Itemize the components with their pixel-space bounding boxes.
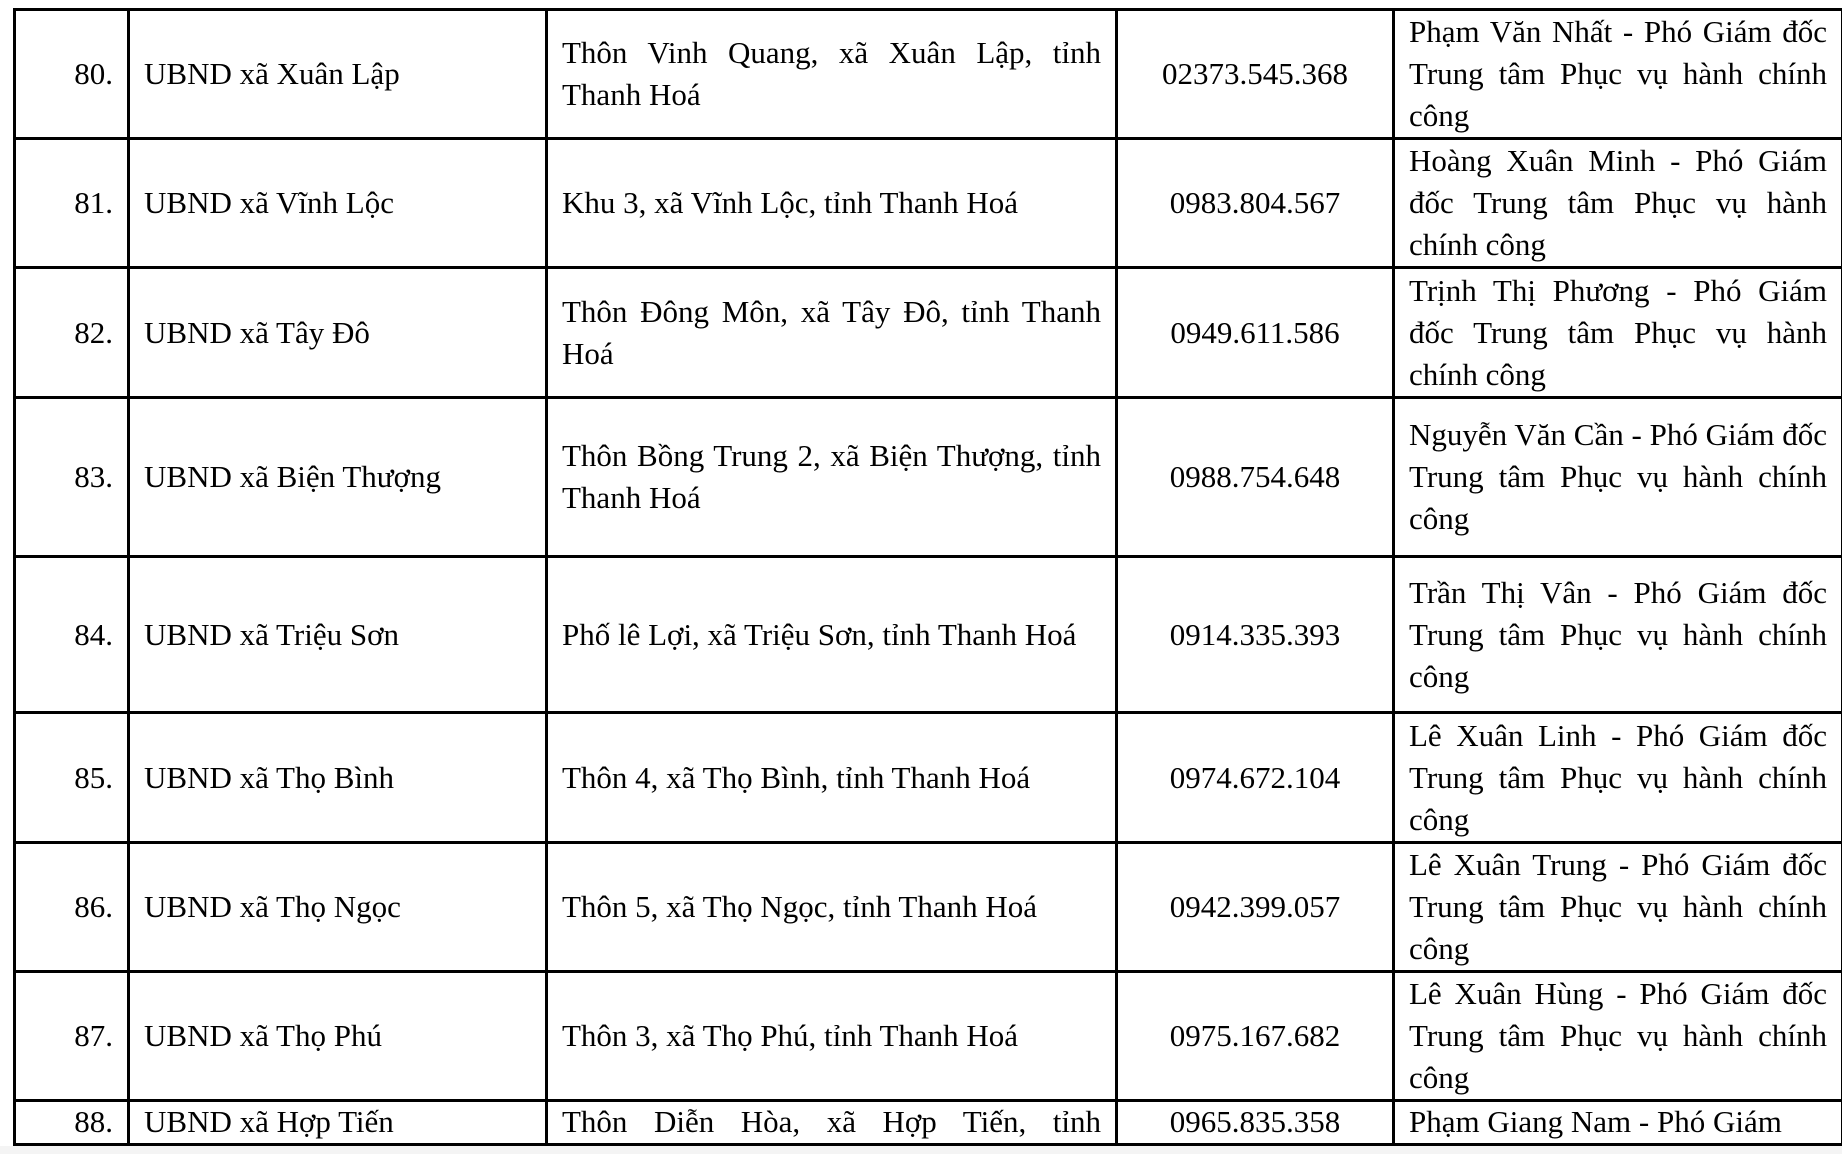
table-row <box>15 398 1842 557</box>
organization-name: UBND xã Thọ Bình <box>129 713 547 843</box>
contact-person: Lê Xuân Linh - Phó Giám đốc Trung tâm Phục vụ hành chính công <box>1394 713 1842 843</box>
row-number: 84. <box>15 557 129 713</box>
contact-person: Hoàng Xuân Minh - Phó Giám đốc Trung tâm Phục vụ hành chính công <box>1394 139 1842 268</box>
address: Thôn Diễn Hòa, xã Hợp Tiến, tỉnh <box>547 1101 1117 1145</box>
table-row <box>15 139 1842 268</box>
phone-number: 0949.611.586 <box>1117 268 1394 398</box>
contact-person: Lê Xuân Trung - Phó Giám đốc Trung tâm Phục vụ hành chính công <box>1394 843 1842 972</box>
contact-person: Phạm Văn Nhất - Phó Giám đốc Trung tâm Phục vụ hành chính công <box>1394 10 1842 139</box>
table-row <box>15 1101 1842 1145</box>
table-row <box>15 972 1842 1101</box>
table-row <box>15 268 1842 398</box>
address: Phố lê Lợi, xã Triệu Sơn, tỉnh Thanh Hoá <box>547 557 1117 713</box>
organization-name: UBND xã Biện Thượng <box>129 398 547 557</box>
organization-name: UBND xã Tây Đô <box>129 268 547 398</box>
row-number: 82. <box>15 268 129 398</box>
row-number: 85. <box>15 713 129 843</box>
organization-name: UBND xã Triệu Sơn <box>129 557 547 713</box>
address: Khu 3, xã Vĩnh Lộc, tỉnh Thanh Hoá <box>547 139 1117 268</box>
organization-name: UBND xã Hợp Tiến <box>129 1101 547 1145</box>
address: Thôn 4, xã Thọ Bình, tỉnh Thanh Hoá <box>547 713 1117 843</box>
row-number: 88. <box>15 1101 129 1145</box>
table-row <box>15 10 1842 139</box>
address: Thôn 5, xã Thọ Ngọc, tỉnh Thanh Hoá <box>547 843 1117 972</box>
address: Thôn 3, xã Thọ Phú, tỉnh Thanh Hoá <box>547 972 1117 1101</box>
table-row <box>15 713 1842 843</box>
phone-number: 0974.672.104 <box>1117 713 1394 843</box>
organization-name: UBND xã Thọ Phú <box>129 972 547 1101</box>
contact-person: Phạm Giang Nam - Phó Giám <box>1394 1101 1842 1145</box>
address: Thôn Bồng Trung 2, xã Biện Thượng, tỉnh Thanh Hoá <box>547 398 1117 557</box>
row-number: 81. <box>15 139 129 268</box>
table-row <box>15 557 1842 713</box>
address: Thôn Vinh Quang, xã Xuân Lập, tỉnh Thanh Hoá <box>547 10 1117 139</box>
phone-number: 0942.399.057 <box>1117 843 1394 972</box>
table-row <box>15 843 1842 972</box>
contact-person: Lê Xuân Hùng - Phó Giám đốc Trung tâm Phục vụ hành chính công <box>1394 972 1842 1101</box>
row-number: 87. <box>15 972 129 1101</box>
row-number: 83. <box>15 398 129 557</box>
phone-number: 0975.167.682 <box>1117 972 1394 1101</box>
organization-name: UBND xã Vĩnh Lộc <box>129 139 547 268</box>
row-number: 80. <box>15 10 129 139</box>
contact-person: Trịnh Thị Phương - Phó Giám đốc Trung tâm Phục vụ hành chính công <box>1394 268 1842 398</box>
phone-number: 0914.335.393 <box>1117 557 1394 713</box>
contact-directory-table <box>13 8 1842 1146</box>
organization-name: UBND xã Thọ Ngọc <box>129 843 547 972</box>
contact-person: Trần Thị Vân - Phó Giám đốc Trung tâm Phục vụ hành chính công <box>1394 557 1842 713</box>
contact-person: Nguyễn Văn Cần - Phó Giám đốc Trung tâm Phục vụ hành chính công <box>1394 398 1842 557</box>
address: Thôn Đông Môn, xã Tây Đô, tỉnh Thanh Hoá <box>547 268 1117 398</box>
phone-number: 0983.804.567 <box>1117 139 1394 268</box>
organization-name: UBND xã Xuân Lập <box>129 10 547 139</box>
phone-number: 02373.545.368 <box>1117 10 1394 139</box>
phone-number: 0965.835.358 <box>1117 1101 1394 1145</box>
phone-number: 0988.754.648 <box>1117 398 1394 557</box>
row-number: 86. <box>15 843 129 972</box>
